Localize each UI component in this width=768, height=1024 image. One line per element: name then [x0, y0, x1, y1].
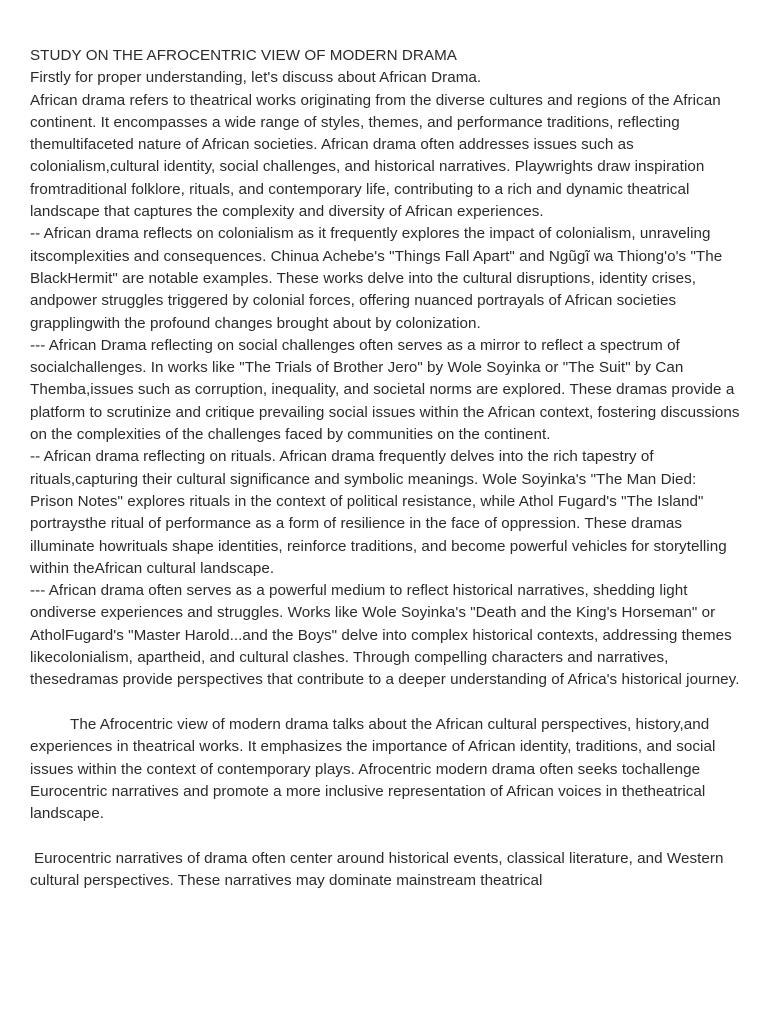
paragraph-gap: [30, 692, 742, 714]
document-body: [30, 45, 742, 892]
paragraph-rituals: -- African drama reflecting on rituals. African drama frequently delves into the rich tapestry of rituals,capturing their cultural significance and symbolic meanings. Wole Soyinka's "The Man Died: Prison Notes" explores rituals in the context of political resistance, while Athol Fugard's "The Island" portraysthe ritual of performance as a form of resilience in the face of oppression. These dramas illuminate howrituals shape identities, reinforce traditions, and become powerful vehicles for storytelling within theAfrican cultural landscape.: [30, 448, 727, 577]
paragraph-intro: Firstly for proper understanding, let's discuss about African Drama.: [30, 69, 482, 87]
paragraph-colonialism: -- African drama reflects on colonialism as it frequently explores the impact of colonialism, unraveling itscomplexities and consequences. Chinua Achebe's "Things Fall Apart" and Ngũgĩ wa Thiong'o's "The BlackHermit" are notable examples. These works delve into the cultural disruptions, identity crises, andpower struggles triggered by colonial forces, offering nuanced portrayals of African societies grapplingwith the profound changes brought about by colonization.: [30, 225, 723, 332]
paragraph-definition: African drama refers to theatrical works originating from the diverse cultures and regions of the African continent. It encompasses a wide range of styles, themes, and performance traditions, reflecting themultifaceted nature of African societies. African drama often addresses issues such as colonialism,cultural identity, social challenges, and historical narratives. Playwrights draw inspiration fromtraditional folklore, rituals, and contemporary life, contributing to a rich and dynamic theatrical landscape that captures the complexity and diversity of African experiences.: [30, 91, 721, 221]
paragraph-gap: [30, 825, 742, 847]
paragraph-eurocentric-narratives: Eurocentric narratives of drama often center around historical events, classical literature, and Western cultural perspectives. These narratives may dominate mainstream theatrical: [30, 849, 724, 889]
paragraph-historical-narratives: --- African drama often serves as a powerful medium to reflect historical narratives, shedding light ondiverse experiences and struggles. Works like Wole Soyinka's "Death and the King's Horseman" or AtholFugard's "Master Harold...and the Boys" delve into complex historical contexts, addressing themes likecolonialism, apartheid, and cultural clashes. Through compelling characters and narratives, thesedramas provide perspectives that contribute to a deeper understanding of Africa's historical journey.: [30, 582, 740, 689]
document-title: STUDY ON THE AFROCENTRIC VIEW OF MODERN DRAMA: [30, 47, 457, 64]
paragraph-social-challenges: --- African Drama reflecting on social challenges often serves as a mirror to reflect a spectrum of socialchallenges. In works like "The Trials of Brother Jero" by Wole Soyinka or "The Suit" by Can Themba,issues such as corruption, inequality, and societal norms are explored. These dramas provide a platform to scrutinize and critique prevailing social issues within the African context, fostering discussions on the complexities of the challenges faced by communities on the continent.: [30, 336, 740, 444]
paragraph-afrocentric-view: The Afrocentric view of modern drama talks about the African cultural perspectives, history,and experiences in theatrical works. It emphasizes the importance of African identity, traditions, and social issues within the context of contemporary plays. Afrocentric modern drama often seeks tochallenge Eurocentric narratives and promote a more inclusive representation of African voices in thetheatrical landscape.: [30, 715, 716, 823]
